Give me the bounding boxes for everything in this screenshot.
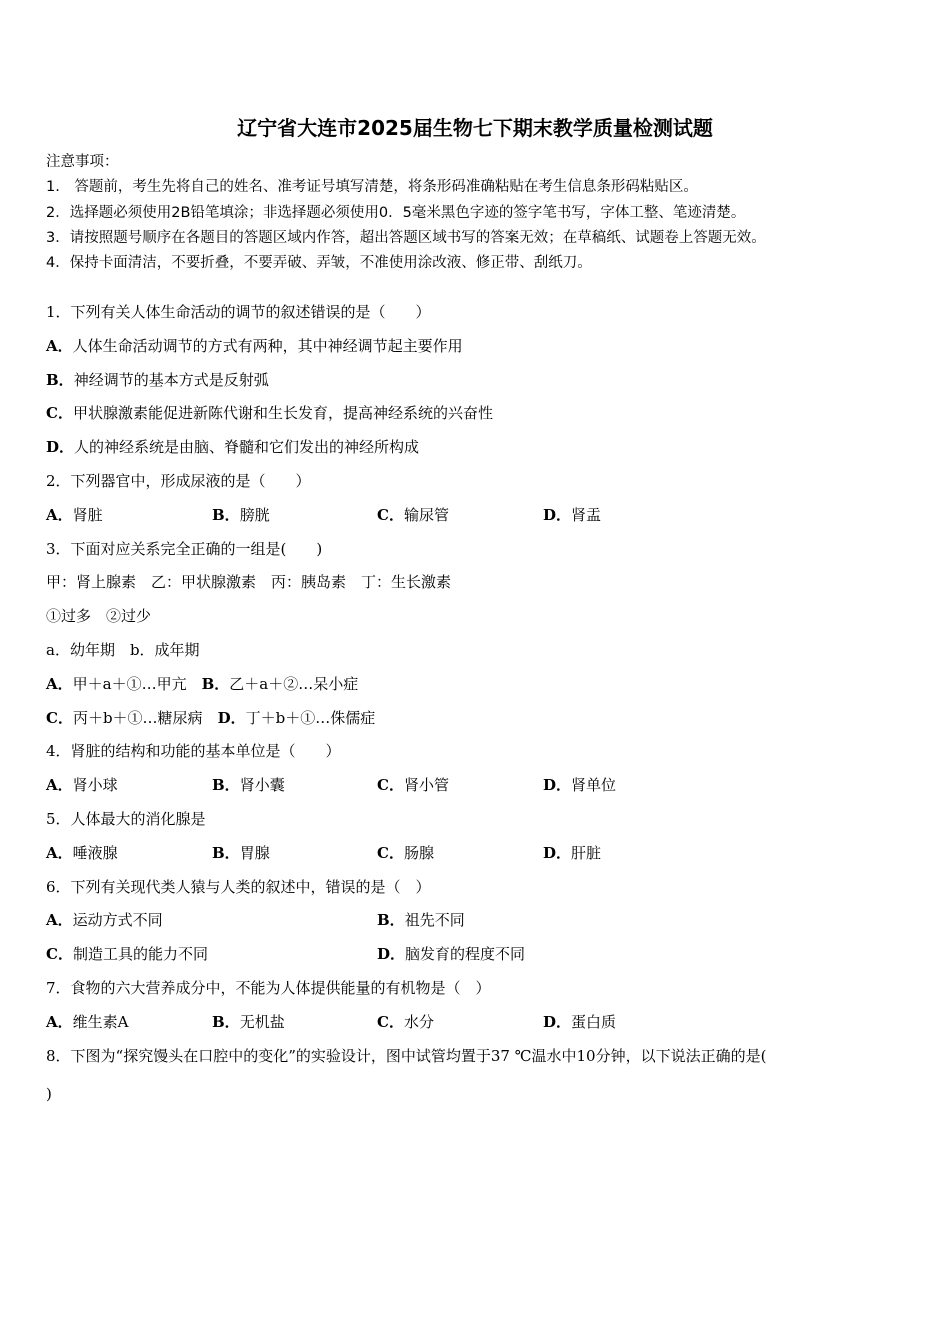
option: D．丁＋b＋①…侏儒症: [217, 708, 376, 727]
option: A．甲＋a＋①…甲亢: [46, 674, 187, 693]
question-3-line: a．幼年期 b．成年期: [46, 640, 200, 659]
option: C．肾小管: [377, 776, 449, 795]
question-8-stem-end: ): [46, 1085, 52, 1104]
question-5-stem: 5．人体最大的消化腺是: [46, 809, 206, 828]
options-row: [46, 499, 906, 533]
page-title: 辽宁省大连市2025届生物七下期末教学质量检测试题: [237, 116, 713, 140]
questions: [46, 296, 906, 1111]
option: C．丙＋b＋①…糖尿病: [46, 708, 203, 727]
question-2-stem: 2．下列器官中，形成尿液的是（ ）: [46, 471, 311, 490]
question-6-stem: 6．下列有关现代类人猿与人类的叙述中，错误的是（ ）: [46, 877, 431, 896]
question-1-stem: 1．下列有关人体生命活动的调节的叙述错误的是（ ）: [46, 303, 431, 321]
option: D．蛋白质: [543, 1012, 617, 1031]
option: A．运动方式不同: [46, 911, 163, 930]
options-row: [46, 1006, 906, 1040]
option: C．输尿管: [377, 505, 449, 524]
option: A．维生素A: [46, 1012, 129, 1031]
question-8-stem: 8．下图为“探究馒头在口腔中的变化”的实验设计，图中试管均置于37 ℃温水中10分钟，以下说法正确的是(: [46, 1046, 767, 1065]
note-item: 1. 答题前，考生先将自己的姓名、准考证号填写清楚，将条形码准确粘贴在考生信息条形码粘贴区。: [46, 179, 698, 196]
option: A．肾小球: [46, 776, 118, 795]
options-row: [46, 837, 906, 871]
option-text: 神经调节的基本方式是反射弧: [73, 370, 269, 389]
notes-section: [46, 150, 766, 276]
option: [46, 397, 906, 431]
option-text: 人体生命活动调节的方式有两种，其中神经调节起主要作用: [72, 336, 463, 355]
option: B．祖先不同: [377, 911, 465, 930]
option: D．肝脏: [543, 843, 602, 862]
option: D．脑发育的程度不同: [377, 945, 526, 964]
option: C．肠腺: [377, 843, 434, 862]
notes-heading: 注意事项：: [46, 154, 119, 170]
option-text: 甲状腺激素能促进新陈代谢和生长发育，提高神经系统的兴奋性: [72, 404, 493, 423]
option: D．肾单位: [543, 776, 617, 795]
question-3-line: 甲：肾上腺素 乙：甲状腺激素 丙：胰岛素 丁：生长激素: [46, 573, 452, 592]
note-item: 3．请按照题号顺序在各题目的答题区域内作答，超出答题区域书写的答案无效；在草稿纸、试题卷上答题无效。: [46, 229, 766, 246]
options-row: [46, 668, 906, 702]
question-4-stem: 4．肾脏的结构和功能的基本单位是（ ）: [46, 742, 341, 761]
question-7-stem: 7．食物的六大营养成分中，不能为人体提供能量的有机物是（ ）: [46, 978, 491, 997]
option: B．肾小囊: [212, 776, 285, 795]
options-row: [46, 904, 906, 938]
question-3-stem: 3．下面对应关系完全正确的一组是( ): [46, 539, 323, 558]
note-item: 4．保持卡面清洁，不要折叠，不要弄破、弄皱，不准使用涂改液、修正带、刮纸刀。: [46, 255, 592, 272]
options-row: [46, 769, 906, 803]
options-row: [46, 702, 906, 736]
option: [46, 330, 906, 364]
option: A．肾脏: [46, 505, 103, 524]
question-3-line: ①过多 ②过少: [46, 607, 152, 626]
option: A．唾液腺: [46, 843, 118, 862]
option-letter: C．: [46, 404, 73, 423]
option: B．膀胱: [212, 505, 270, 524]
option: C．水分: [377, 1012, 434, 1031]
note-item: 2．选择题必须使用2B铅笔填涂；非选择题必须使用0．5毫米黑色字迹的签字笔书写，字体工整、笔迹清楚。: [46, 204, 746, 221]
option: [46, 431, 906, 465]
option: B．胃腺: [212, 843, 270, 862]
options-row: [46, 938, 906, 972]
option: C．制造工具的能力不同: [46, 945, 208, 964]
option: [46, 364, 906, 398]
option: B．乙＋a＋②…呆小症: [201, 674, 359, 693]
option-letter: D．: [46, 438, 75, 457]
option: B．无机盐: [212, 1012, 285, 1031]
option-letter: A．: [46, 336, 73, 355]
option: D．肾盂: [543, 505, 602, 524]
option-letter: B．: [46, 370, 74, 389]
option-text: 人的神经系统是由脑、脊髓和它们发出的神经所构成: [74, 438, 420, 457]
